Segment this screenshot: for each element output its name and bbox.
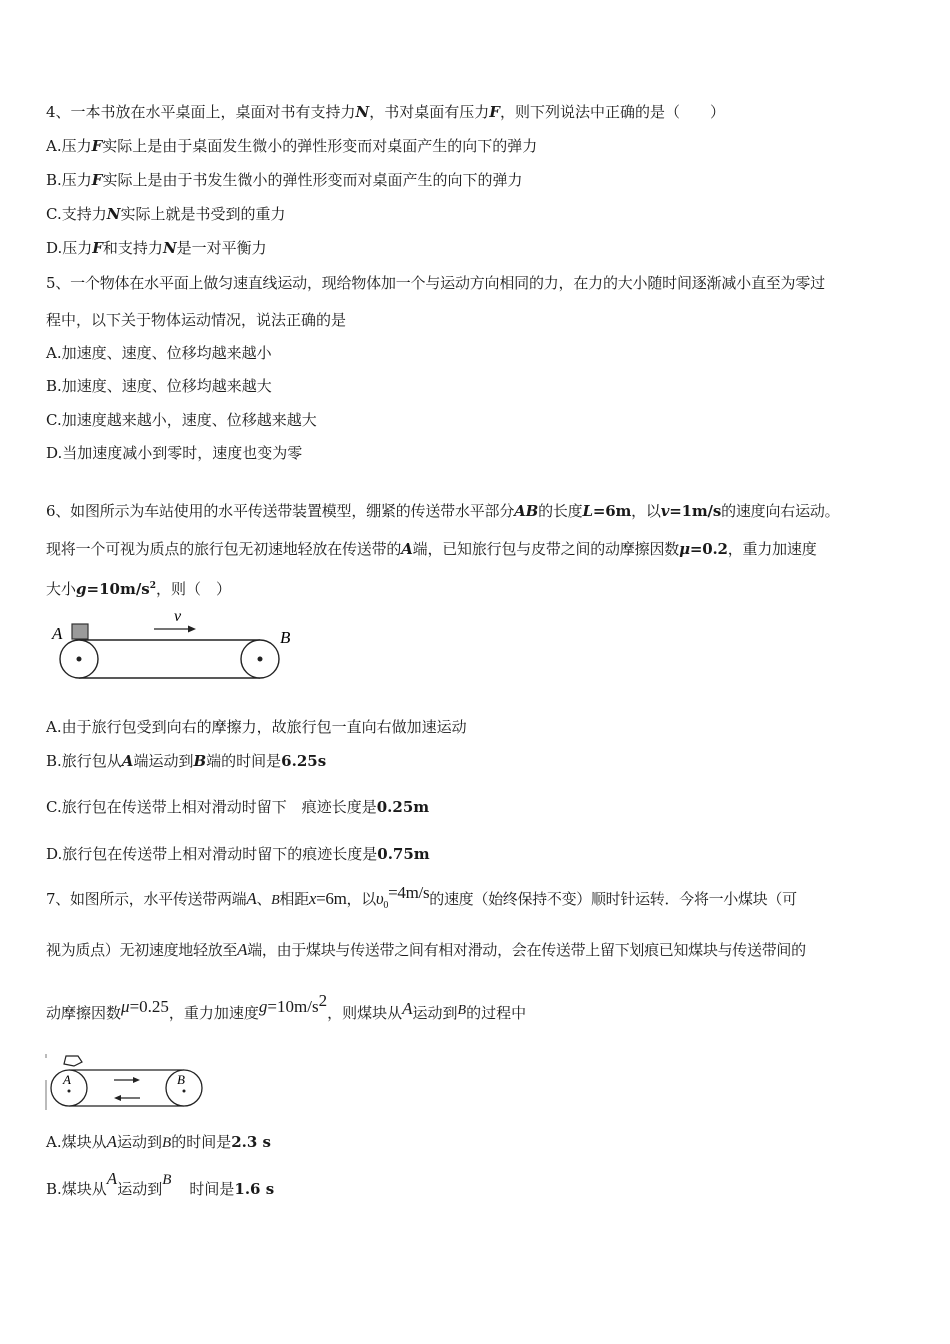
q6-option-b: B.旅行包从A端运动到B端的时间是6.25s <box>46 752 327 770</box>
q4-option-c: C.支持力N实际上就是书受到的重力 <box>46 205 286 223</box>
q4-option-a: A.压力F实际上是由于桌面发生微小的弹性形变而对桌面产生的向下的弹力 <box>46 137 538 155</box>
q7-stem-line1: 7、如图所示，水平传送带两端A、B相距x=6m，以$\upsilon_0=4m/s$的速度（始终保持不变）顺时针运转．今将一小煤块（可 <box>46 883 797 911</box>
q6-stem-line3: 大小$g=10m/s^2$，则（ ） <box>46 580 232 598</box>
q6-conveyor-figure <box>46 604 306 686</box>
q5-option-b: B.加速度、速度、位移均越来越大 <box>46 377 272 395</box>
q4-option-b: B.压力F实际上是由于书发生微小的弹性形变而对桌面产生的向下的弹力 <box>46 171 523 189</box>
q7-option-a: A.煤块从A运动到B的时间是2.3 s <box>46 1132 271 1151</box>
q6-option-c: C.旅行包在传送带上相对滑动时留下 痕迹长度是0.25m <box>46 798 430 816</box>
q5-option-c: C.加速度越来越小，速度、位移越来越大 <box>46 411 317 429</box>
q7-figure-label-a: A <box>63 1072 71 1087</box>
q6-figure-label-b: B <box>280 628 291 647</box>
q6-figure-label-v: v <box>174 608 182 625</box>
q6-figure-label-a: A <box>52 624 63 643</box>
q6-option-d: D.旅行包在传送带上相对滑动时留下的痕迹长度是0.75m <box>46 845 430 863</box>
arrow-right-icon <box>114 1077 140 1083</box>
q6-stem-line1: 6、如图所示为车站使用的水平传送带装置模型，绷紧的传送带水平部分AB的长度L=6m，以v=1m/s的速度向右运动。 <box>46 502 840 520</box>
velocity-arrow-icon <box>154 626 196 633</box>
q5-option-a: A.加速度、速度、位移均越来越小 <box>46 344 272 362</box>
q7-option-b: B.煤块从A运动到B 时间是1.6 s <box>46 1169 275 1198</box>
q5-option-d: D.当加速度减小到零时，速度也变为零 <box>46 444 303 462</box>
q6-stem-line2: 现将一个可视为质点的旅行包无初速地轻放在传送带的A端，已知旅行包与皮带之间的动摩擦因数μ=0.2，重力加速度 <box>46 540 817 558</box>
q4-stem: 4、一本书放在水平桌面上，桌面对书有支持力N，书对桌面有压力F，则下列说法中正确的是（ ） <box>46 103 725 121</box>
q5-stem-line2: 程中，以下关于物体运动情况，说法正确的是 <box>46 311 347 329</box>
q7-conveyor-figure <box>44 1052 214 1112</box>
q4-option-d: D.压力F和支持力N是一对平衡力 <box>46 239 267 257</box>
travel-bag-block <box>72 624 88 639</box>
coal-block <box>64 1056 82 1066</box>
q5-stem-line1: 5、一个物体在水平面上做匀速直线运动，现给物体加一个与运动方向相同的力，在力的大小随时间逐渐减小直至为零过 <box>46 274 825 292</box>
arrow-left-icon <box>114 1095 140 1101</box>
q7-stem-line2: 视为质点）无初速度地轻放至A端，由于煤块与传送带之间有相对滑动，会在传送带上留下划痕已知煤块与传送带间的 <box>46 940 806 959</box>
q6-option-a: A.由于旅行包受到向右的摩擦力，故旅行包一直向右做加速运动 <box>46 718 467 736</box>
q7-figure-label-b: B <box>177 1072 185 1087</box>
q7-stem-line3: 动摩擦因数μ=0.25，重力加速度g=10m/s2，则煤块从A运动到B的过程中 <box>46 991 527 1022</box>
